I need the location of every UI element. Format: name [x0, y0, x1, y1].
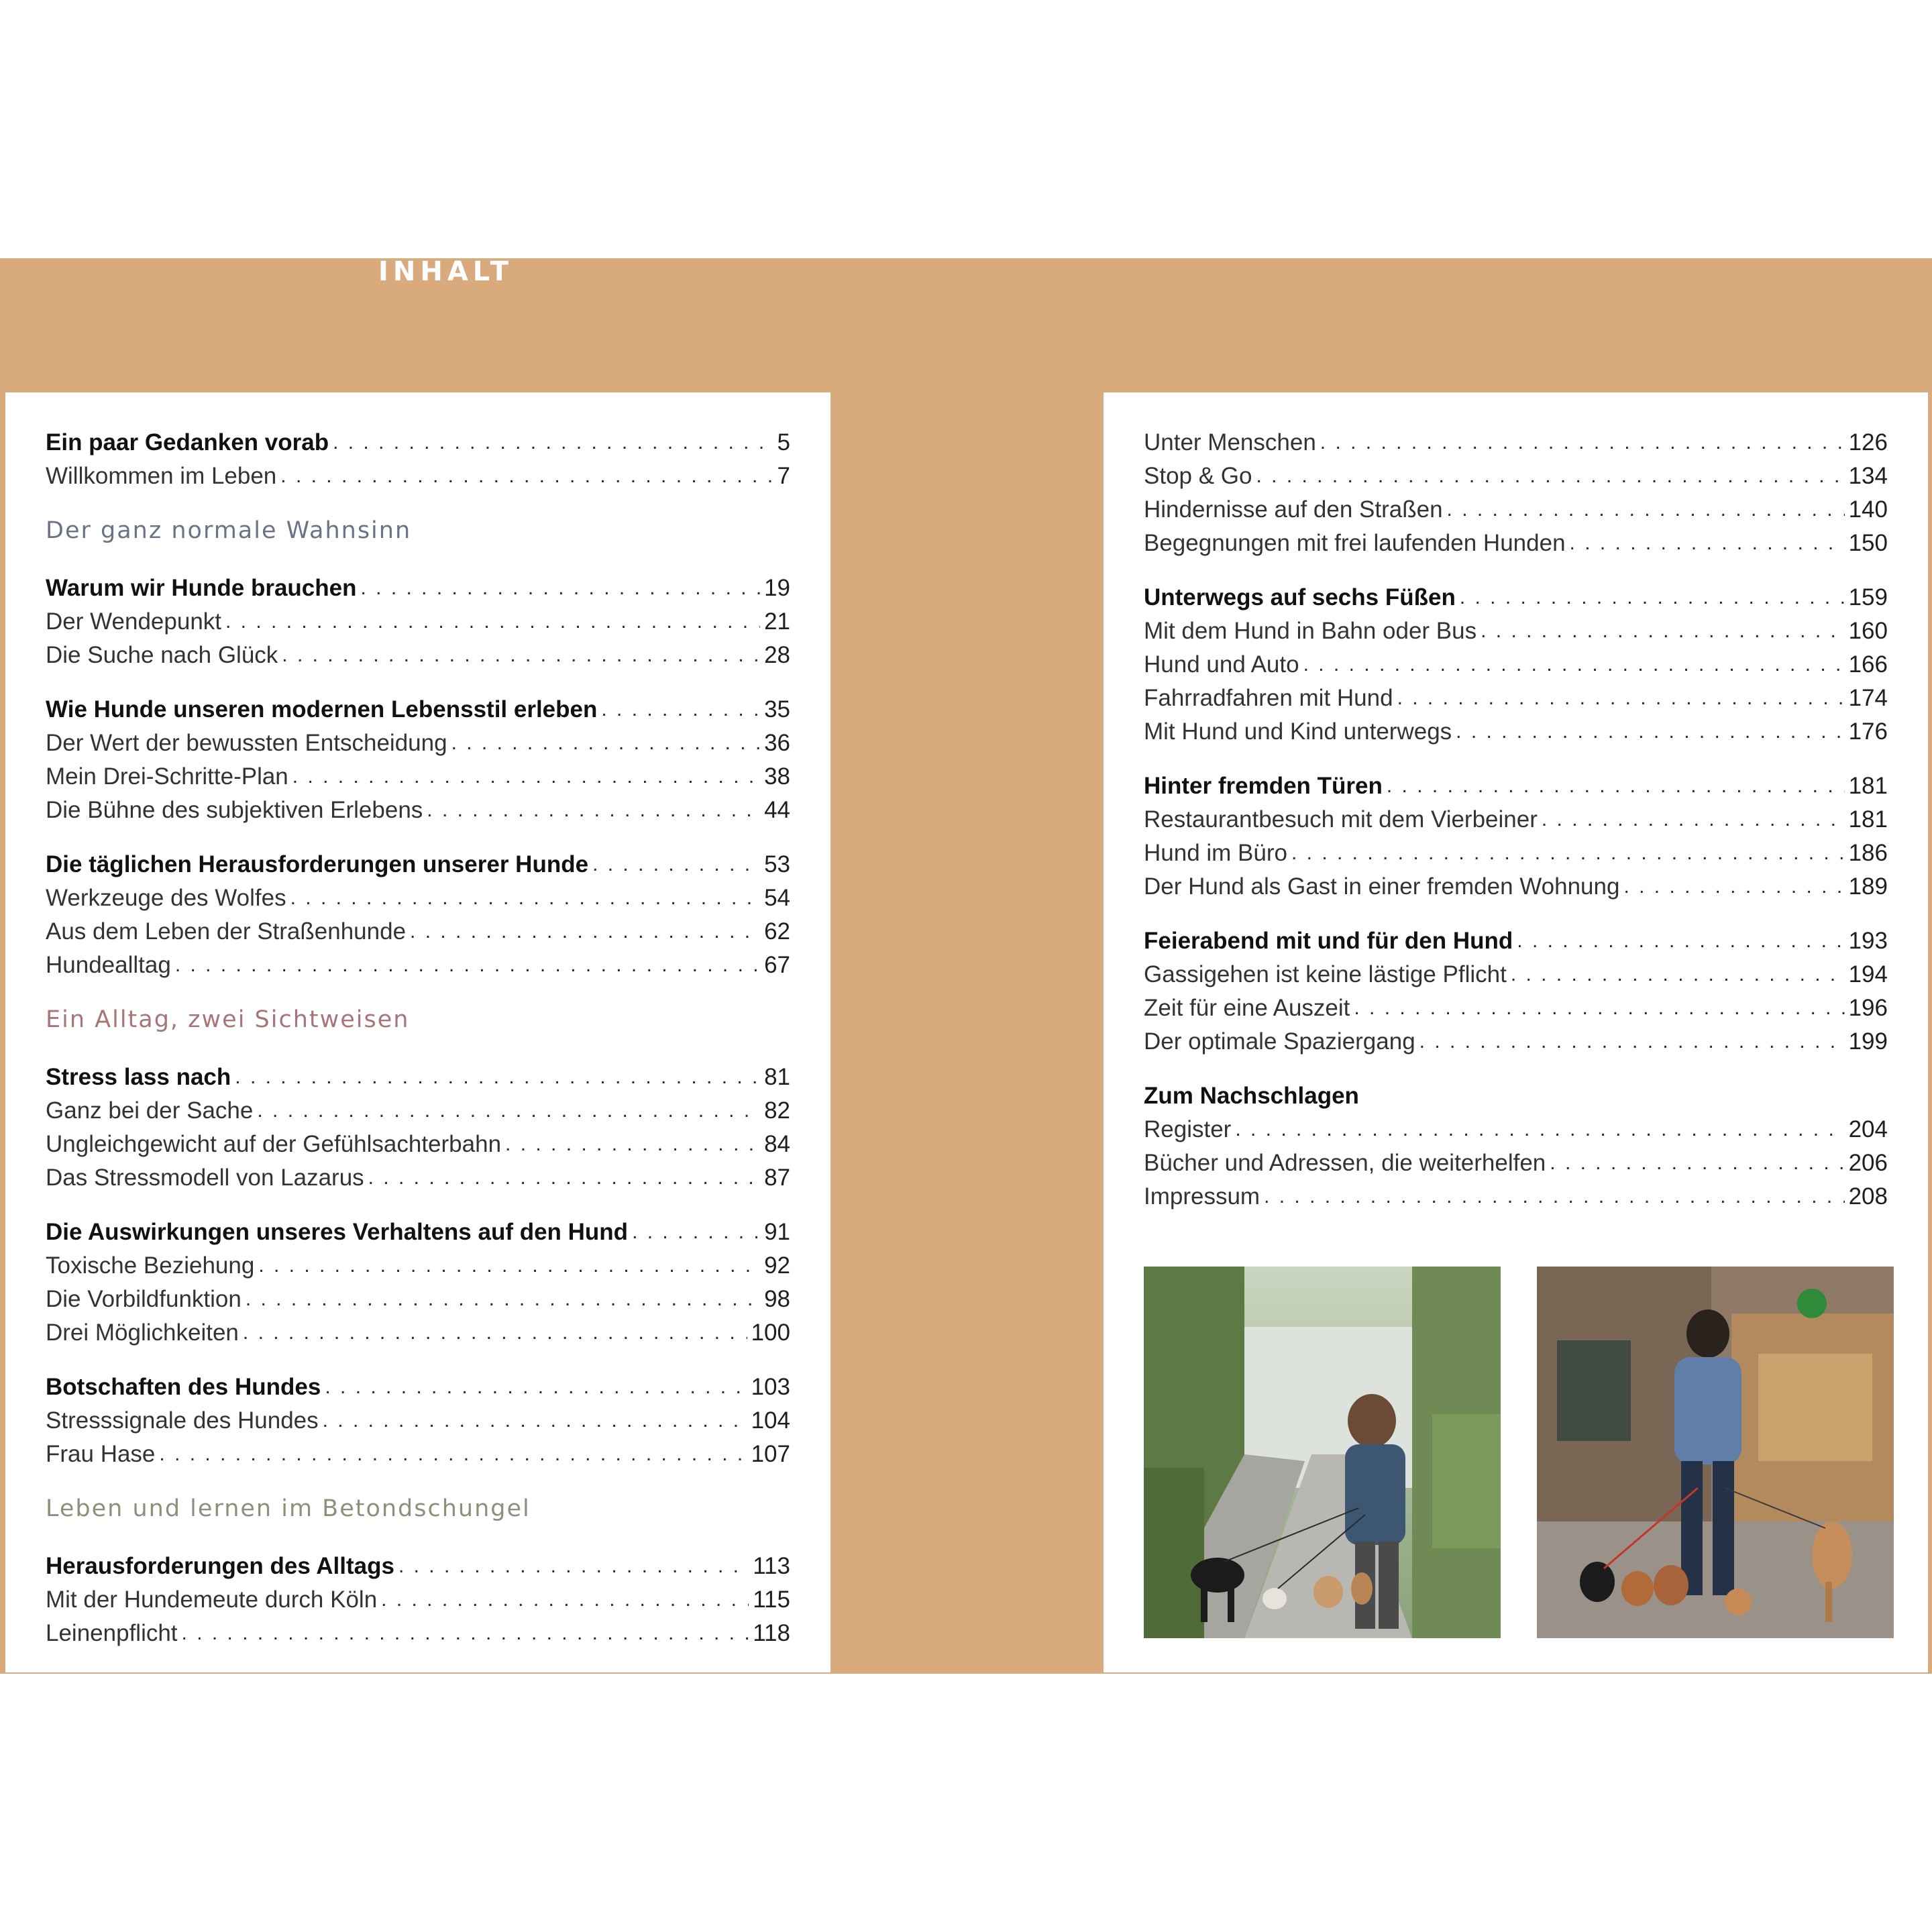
toc-entry[interactable] — [46, 639, 790, 672]
photo-man-walking-dogs-station — [1537, 1267, 1894, 1638]
toc-intro-group — [46, 426, 790, 493]
toc-entry-title: Ungleichgewicht auf der Gefühlsachterbahn — [46, 1131, 502, 1157]
toc-entry[interactable] — [1144, 614, 1888, 648]
toc-entry-page: 140 — [1848, 496, 1888, 523]
toc-entry-title: Botschaften des Hundes — [46, 1374, 321, 1400]
dot-leader — [243, 1316, 747, 1350]
dot-leader — [282, 639, 760, 672]
toc-entry-title: Werkzeuge des Wolfes — [46, 885, 286, 911]
toc-group — [46, 1550, 790, 1650]
toc-entry-page: 7 — [777, 463, 790, 489]
toc-entry-title: Warum wir Hunde brauchen — [46, 575, 357, 601]
dot-leader — [427, 794, 760, 827]
toc-entry-page: 54 — [764, 885, 790, 911]
toc-entry[interactable] — [1144, 769, 1888, 803]
toc-entry-page: 67 — [764, 952, 790, 978]
dot-leader — [1460, 581, 1845, 614]
toc-entry[interactable] — [46, 1094, 790, 1128]
toc-entry[interactable] — [46, 605, 790, 639]
toc-entry-page: 98 — [764, 1286, 790, 1312]
toc-entry-page: 28 — [764, 642, 790, 668]
dot-leader — [1397, 682, 1845, 715]
toc-entry-title: Hund und Auto — [1144, 651, 1299, 678]
dot-leader — [368, 1161, 760, 1195]
toc-entry[interactable] — [1144, 715, 1888, 749]
photo-strip — [1144, 1267, 1894, 1638]
dot-leader — [292, 760, 760, 794]
toc-entry-title: Die Vorbildfunktion — [46, 1286, 241, 1312]
toc-entry-title: Zeit für eine Auszeit — [1144, 995, 1350, 1021]
toc-entry-title: Register — [1144, 1116, 1232, 1142]
toc-entry-title: Feierabend mit und für den Hund — [1144, 928, 1513, 954]
toc-entry-page: 91 — [764, 1219, 790, 1245]
toc-entry-title: Fahrradfahren mit Hund — [1144, 685, 1393, 711]
toc-entry[interactable] — [46, 1583, 790, 1617]
toc-entry-title: Leinenpflicht — [46, 1620, 178, 1646]
dot-leader — [601, 693, 760, 727]
photo-man-walking-dogs-street — [1144, 1267, 1501, 1638]
toc-entry-title: Ein paar Gedanken vorab — [46, 429, 329, 455]
toc-group — [46, 1371, 790, 1471]
toc-entry-page: 196 — [1848, 995, 1888, 1021]
toc-entry-title: Die Suche nach Glück — [46, 642, 278, 668]
toc-entry-page: 5 — [777, 429, 790, 455]
dot-leader — [410, 915, 760, 949]
dot-leader — [1550, 1146, 1844, 1180]
dot-leader — [1447, 493, 1845, 527]
toc-group — [1144, 924, 1888, 1059]
toc-appendix-group — [1144, 1079, 1888, 1214]
toc-entry[interactable] — [1144, 426, 1888, 460]
dot-leader — [1456, 715, 1844, 749]
toc-entry-title: Toxische Beziehung — [46, 1252, 255, 1279]
toc-entry-page: 100 — [751, 1320, 790, 1346]
toc-entry-page: 19 — [764, 575, 790, 601]
toc-entry-page: 150 — [1848, 530, 1888, 556]
toc-group — [46, 693, 790, 827]
toc-entry-title: Mein Drei-Schritte-Plan — [46, 763, 288, 790]
toc-entry-page: 21 — [764, 608, 790, 635]
section-title-1[interactable]: Der ganz normale Wahnsinn — [46, 517, 412, 544]
toc-group — [46, 848, 790, 982]
toc-entry[interactable] — [46, 1061, 790, 1094]
dot-leader — [333, 426, 773, 460]
toc-entry-page: 159 — [1848, 584, 1888, 610]
toc-entry-page: 174 — [1848, 685, 1888, 711]
dot-leader — [325, 1371, 747, 1404]
toc-entry-title: Wie Hunde unseren modernen Lebensstil erleben — [46, 696, 598, 722]
toc-entry-title: Stop & Go — [1144, 463, 1252, 489]
dot-leader — [1256, 460, 1844, 493]
toc-entry-page: 38 — [764, 763, 790, 790]
toc-entry-page: 176 — [1848, 718, 1888, 745]
toc-entry[interactable] — [1144, 870, 1888, 904]
toc-entry[interactable] — [1144, 527, 1888, 560]
toc-entry-title: Mit Hund und Kind unterwegs — [1144, 718, 1452, 745]
toc-entry-title: Frau Hase — [46, 1441, 156, 1467]
toc-entry-page: 134 — [1848, 463, 1888, 489]
dot-leader — [1623, 870, 1844, 904]
page-heading: INHALT — [378, 256, 513, 287]
toc-entry-title: Unter Menschen — [1144, 429, 1316, 455]
toc-entry-title: Der Wert der bewussten Entscheidung — [46, 730, 447, 756]
toc-entry-title: Willkommen im Leben — [46, 463, 277, 489]
toc-entry-title: Der Wendepunkt — [46, 608, 222, 635]
toc-entry-page: 199 — [1848, 1028, 1888, 1055]
toc-entry[interactable] — [46, 1617, 790, 1650]
toc-entry-page: 181 — [1848, 806, 1888, 833]
toc-entry[interactable] — [46, 1438, 790, 1471]
toc-entry-title: Bücher und Adressen, die weiterhelfen — [1144, 1150, 1546, 1176]
toc-entry-page: 115 — [753, 1587, 790, 1613]
dot-leader — [323, 1404, 747, 1438]
dot-leader — [1320, 426, 1845, 460]
toc-entry[interactable] — [1144, 1180, 1888, 1214]
toc-entry[interactable] — [1144, 1113, 1888, 1146]
toc-group — [1144, 581, 1888, 749]
dot-leader — [1291, 837, 1845, 870]
dot-leader — [280, 460, 773, 493]
dot-leader — [258, 1249, 760, 1283]
toc-entry-page: 92 — [764, 1252, 790, 1279]
toc-entry-page: 194 — [1848, 961, 1888, 987]
appendix-heading[interactable] — [1144, 1079, 1888, 1113]
toc-entry-title: Herausforderungen des Alltags — [46, 1553, 394, 1579]
toc-entry-page: 189 — [1848, 873, 1888, 900]
toc-entry[interactable] — [1144, 1025, 1888, 1059]
dot-leader — [175, 949, 760, 982]
toc-entry[interactable] — [1144, 493, 1888, 527]
toc-entry-title: Restaurantbesuch mit dem Vierbeiner — [1144, 806, 1538, 833]
toc-entry-title: Hund im Büro — [1144, 840, 1287, 866]
toc-entry-page: 126 — [1848, 429, 1888, 455]
dot-leader — [1481, 614, 1844, 648]
toc-entry[interactable] — [1144, 958, 1888, 991]
toc-entry-page: 82 — [764, 1097, 790, 1124]
toc-entry-page: 44 — [764, 797, 790, 823]
dot-leader — [1354, 991, 1844, 1025]
toc-entry-title: Begegnungen mit frei laufenden Hunden — [1144, 530, 1566, 556]
toc-entry-title: Das Stressmodell von Lazarus — [46, 1165, 364, 1191]
toc-entry-page: 35 — [764, 696, 790, 722]
toc-entry[interactable] — [1144, 803, 1888, 837]
photo-illustration-2 — [1537, 1267, 1894, 1638]
dot-leader — [398, 1550, 749, 1583]
toc-entry[interactable] — [46, 1371, 790, 1404]
toc-entry[interactable] — [1144, 460, 1888, 493]
section-title-3[interactable]: Leben und lernen im Betondschungel — [46, 1495, 531, 1522]
toc-entry[interactable] — [46, 1161, 790, 1195]
toc-entry-title: Hindernisse auf den Straßen — [1144, 496, 1443, 523]
toc-group — [46, 1061, 790, 1195]
toc-entry-title: Der Hund als Gast in einer fremden Wohnung — [1144, 873, 1620, 900]
toc-entry-title: Die Auswirkungen unseres Verhaltens auf den Hund — [46, 1219, 629, 1245]
toc-entry-page: 107 — [751, 1441, 790, 1467]
dot-leader — [1542, 803, 1845, 837]
dot-leader — [290, 881, 760, 915]
toc-entry-title: Drei Möglichkeiten — [46, 1320, 239, 1346]
dot-leader — [1303, 648, 1845, 682]
toc-entry[interactable] — [1144, 682, 1888, 715]
toc-entry-page: 181 — [1848, 773, 1888, 799]
dot-leader — [592, 848, 760, 881]
toc-entry-page: 204 — [1848, 1116, 1888, 1142]
toc-entry[interactable] — [46, 794, 790, 827]
dot-leader — [1387, 769, 1845, 803]
toc-entry[interactable] — [46, 760, 790, 794]
toc-entry-title: Impressum — [1144, 1183, 1260, 1210]
toc-entry[interactable] — [46, 460, 790, 493]
toc-entry-title: Ganz bei der Sache — [46, 1097, 254, 1124]
toc-entry[interactable] — [46, 693, 790, 727]
toc-entry[interactable] — [46, 949, 790, 982]
toc-entry[interactable] — [46, 1404, 790, 1438]
toc-entry[interactable] — [46, 1128, 790, 1161]
dot-leader — [451, 727, 761, 760]
toc-entry[interactable] — [46, 426, 790, 460]
toc-group — [1144, 426, 1888, 560]
toc-entry-page: 53 — [764, 851, 790, 877]
toc-entry-title: Hundealltag — [46, 952, 171, 978]
toc-entry[interactable] — [46, 1316, 790, 1350]
toc-entry-page: 208 — [1848, 1183, 1888, 1210]
toc-entry-title: Mit dem Hund in Bahn oder Bus — [1144, 618, 1477, 644]
toc-entry-title: Unterwegs auf sechs Füßen — [1144, 584, 1456, 610]
toc-entry[interactable] — [46, 881, 790, 915]
toc-entry-title: Mit der Hundemeute durch Köln — [46, 1587, 378, 1613]
dot-leader — [1419, 1025, 1845, 1059]
dot-leader — [1517, 924, 1844, 958]
toc-entry[interactable] — [46, 1283, 790, 1316]
toc-entry[interactable] — [46, 1550, 790, 1583]
toc-entry-page: 113 — [753, 1553, 790, 1579]
toc-entry-page: 87 — [764, 1165, 790, 1191]
toc-entry[interactable] — [1144, 837, 1888, 870]
toc-entry-page: 84 — [764, 1131, 790, 1157]
toc-entry-page: 186 — [1848, 840, 1888, 866]
photo-illustration-1 — [1144, 1267, 1501, 1638]
toc-entry-page: 206 — [1848, 1150, 1888, 1176]
toc-group — [46, 1216, 790, 1350]
dot-leader — [257, 1094, 760, 1128]
dot-leader — [505, 1128, 760, 1161]
toc-entry[interactable] — [46, 848, 790, 881]
toc-group — [46, 572, 790, 672]
toc-left-column — [5, 392, 830, 1672]
dot-leader — [159, 1438, 747, 1471]
toc-entry-title: Die täglichen Herausforderungen unserer Hunde — [46, 851, 589, 877]
toc-entry-page: 118 — [753, 1620, 790, 1646]
toc-entry-page: 104 — [751, 1407, 790, 1434]
toc-entry[interactable] — [1144, 1146, 1888, 1180]
toc-entry-title: Gassigehen ist keine lästige Pflicht — [1144, 961, 1507, 987]
toc-entry-page: 62 — [764, 918, 790, 945]
dot-leader — [1570, 527, 1845, 560]
dot-leader — [1235, 1113, 1844, 1146]
toc-entry[interactable] — [1144, 924, 1888, 958]
dot-leader — [1511, 958, 1845, 991]
dot-leader — [246, 1283, 760, 1316]
toc-entry-title: Aus dem Leben der Straßenhunde — [46, 918, 407, 945]
toc-entry-page: 81 — [764, 1064, 790, 1090]
toc-entry[interactable] — [1144, 648, 1888, 682]
dot-leader — [360, 572, 760, 605]
toc-entry-title: Die Bühne des subjektiven Erlebens — [46, 797, 423, 823]
toc-entry-title: Stresssignale des Hundes — [46, 1407, 319, 1434]
toc-entry[interactable] — [46, 1216, 790, 1249]
toc-entry-page: 166 — [1848, 651, 1888, 678]
toc-entry[interactable] — [46, 1249, 790, 1283]
dot-leader — [182, 1617, 749, 1650]
toc-entry[interactable] — [46, 727, 790, 760]
section-title-2[interactable]: Ein Alltag, zwei Sichtweisen — [46, 1006, 410, 1033]
toc-entry-page: 193 — [1848, 928, 1888, 954]
toc-entry[interactable] — [1144, 991, 1888, 1025]
toc-entry-title: Hinter fremden Türen — [1144, 773, 1383, 799]
toc-entry-page: 36 — [764, 730, 790, 756]
dot-leader — [235, 1061, 760, 1094]
dot-leader — [1264, 1180, 1845, 1214]
toc-group — [1144, 769, 1888, 904]
toc-entry-page: 160 — [1848, 618, 1888, 644]
dot-leader — [225, 605, 760, 639]
appendix-title: Zum Nachschlagen — [1144, 1083, 1359, 1109]
toc-entry[interactable] — [46, 915, 790, 949]
toc-entry-title: Der optimale Spaziergang — [1144, 1028, 1415, 1055]
toc-entry[interactable] — [1144, 581, 1888, 614]
toc-entry[interactable] — [46, 572, 790, 605]
dot-leader — [632, 1216, 760, 1249]
toc-entry-page: 103 — [751, 1374, 790, 1400]
toc-entry-title: Stress lass nach — [46, 1064, 231, 1090]
dot-leader — [381, 1583, 749, 1617]
